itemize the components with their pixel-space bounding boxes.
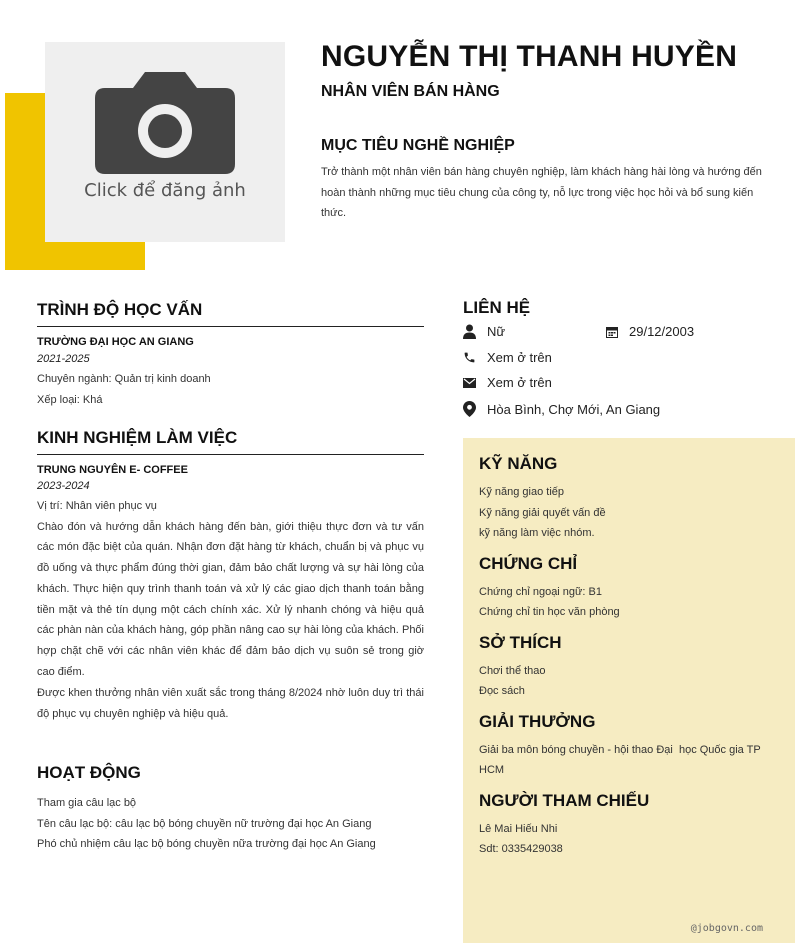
certificate-item: Chứng chỉ ngoại ngữ: B1 bbox=[479, 585, 602, 598]
activity-item: Tham gia câu lạc bộ bbox=[37, 797, 137, 809]
job-title: NHÂN VIÊN BÁN HÀNG bbox=[321, 83, 500, 100]
contact-address bbox=[463, 401, 660, 417]
skill-item: Kỹ năng giải quyết vấn đề bbox=[479, 506, 606, 519]
skills-section bbox=[479, 454, 779, 544]
education-major: Chuyên ngành: Quản trị kinh doanh bbox=[37, 373, 211, 385]
contact-title: LIÊN HỆ bbox=[463, 298, 531, 317]
address-value: Hòa Bình, Chợ Mới, An Giang bbox=[487, 401, 661, 417]
contact-email bbox=[463, 375, 552, 390]
school-name: TRƯỜNG ĐẠI HỌC AN GIANG bbox=[37, 336, 194, 348]
contact-phone bbox=[463, 350, 552, 365]
skill-item: Kỹ năng giao tiếp bbox=[479, 486, 565, 498]
experience-award: Được khen thưởng nhân viên xuất sắc trong tháng 8/2024 nhờ luôn duy trì thái độ phục vụ chuyên nghiệp và hiệu quả. bbox=[37, 686, 424, 720]
education-years: 2021-2025 bbox=[37, 353, 90, 365]
activity-item: Phó chủ nhiệm câu lạc bộ bóng chuyền nữa trường đại học An Giang bbox=[37, 838, 376, 850]
skills-title: KỸ NĂNG bbox=[479, 454, 558, 473]
awards-section bbox=[479, 712, 779, 781]
candidate-name: NGUYỄN THỊ THANH HUYỀN bbox=[321, 40, 738, 73]
experience-position: Vị trí: Nhân viên phục vụ bbox=[37, 500, 157, 512]
activity-item: Tên câu lạc bộ: câu lạc bộ bóng chuyền nữ trường đại học An Giang bbox=[37, 817, 372, 830]
reference-phone: Sdt: 0335429038 bbox=[479, 843, 563, 855]
experience-section bbox=[37, 428, 424, 724]
activities-section bbox=[37, 763, 424, 855]
education-section bbox=[37, 300, 424, 410]
experience-years: 2023-2024 bbox=[37, 480, 90, 492]
skill-item: kỹ năng làm việc nhóm. bbox=[479, 527, 595, 539]
mail-icon bbox=[463, 378, 476, 388]
hobby-item: Đọc sách bbox=[479, 685, 525, 697]
award-item: Giải ba môn bóng chuyền - hội thao Đại học Quốc gia TP HCM bbox=[479, 743, 764, 776]
phone-icon bbox=[463, 351, 476, 364]
hobby-item: Chơi thể thao bbox=[479, 664, 546, 677]
email-value: Xem ở trên bbox=[487, 375, 552, 390]
experience-title: KINH NGHIỆM LÀM VIỆC bbox=[37, 428, 238, 447]
reference-section bbox=[479, 791, 779, 860]
contact-birthday bbox=[606, 324, 694, 339]
company-name: TRUNG NGUYÊN E- COFFEE bbox=[37, 464, 188, 476]
birthday-value: 29/12/2003 bbox=[629, 324, 695, 339]
certificates-title: CHỨNG CHỈ bbox=[479, 553, 578, 573]
hobbies-section bbox=[479, 633, 779, 702]
calendar-icon bbox=[606, 326, 618, 338]
photo-upload-caption: Click để đăng ảnh bbox=[84, 180, 246, 201]
certificates-section bbox=[479, 554, 779, 623]
objective-heading: MỤC TIÊU NGHỀ NGHIỆP bbox=[321, 137, 515, 154]
reference-title: NGƯỜI THAM CHIẾU bbox=[479, 790, 650, 810]
certificate-item: Chứng chỉ tin học văn phòng bbox=[479, 606, 620, 618]
education-title: TRÌNH ĐỘ HỌC VẤN bbox=[37, 300, 203, 319]
reference-name: Lê Mai Hiếu Nhi bbox=[479, 822, 558, 835]
experience-description: Chào đón và hướng dẫn khách hàng đến bàn, giới thiệu thực đơn và tư vấn các món đặc biệt của quán. Nhận đơn đặt hàng từ khách, chuẩn bị và phục vụ đồ uống và thực phẩm đúng thời gian, đảm bảo chất lượng và sự hài lòng của khách. Thực hiện quy trình thanh toán và xử lý các giao dịch thanh toán bằng tiền mặt và thẻ tín dụng một cách chính xác. Xử lý nhanh chóng và hiệu quả các phàn nàn của khách hàng, góp phần nâng cao sự hài lòng của khách. Phối hợp chặt chẽ với các nhân viên khác để đảm bảo dịch vụ suôn sẻ trong giờ cao điểm. bbox=[37, 520, 424, 679]
person-icon bbox=[463, 324, 476, 339]
awards-title: GIẢI THƯỞNG bbox=[479, 711, 596, 731]
section-divider bbox=[37, 326, 424, 327]
watermark: @jobgovn.com bbox=[690, 923, 763, 934]
camera-icon bbox=[93, 72, 237, 176]
hobbies-title: SỞ THÍCH bbox=[479, 632, 562, 652]
contact-gender bbox=[463, 324, 505, 339]
photo-upload-box[interactable] bbox=[45, 42, 285, 242]
education-rank: Xếp loại: Khá bbox=[37, 393, 103, 406]
objective-text: Trở thành một nhân viên bán hàng chuyên nghiệp, làm khách hàng hài lòng và hướng đến hoàn thành những mục tiêu chung của công ty, nỗ lực trong việc học hỏi và bổ sung kiến thức. bbox=[321, 166, 762, 219]
section-divider bbox=[37, 454, 424, 455]
sidebar-panel bbox=[463, 438, 795, 943]
gender-value: Nữ bbox=[487, 324, 506, 339]
activities-title: HOẠT ĐỘNG bbox=[37, 763, 141, 782]
location-pin-icon bbox=[463, 401, 476, 417]
phone-value: Xem ở trên bbox=[487, 350, 552, 365]
